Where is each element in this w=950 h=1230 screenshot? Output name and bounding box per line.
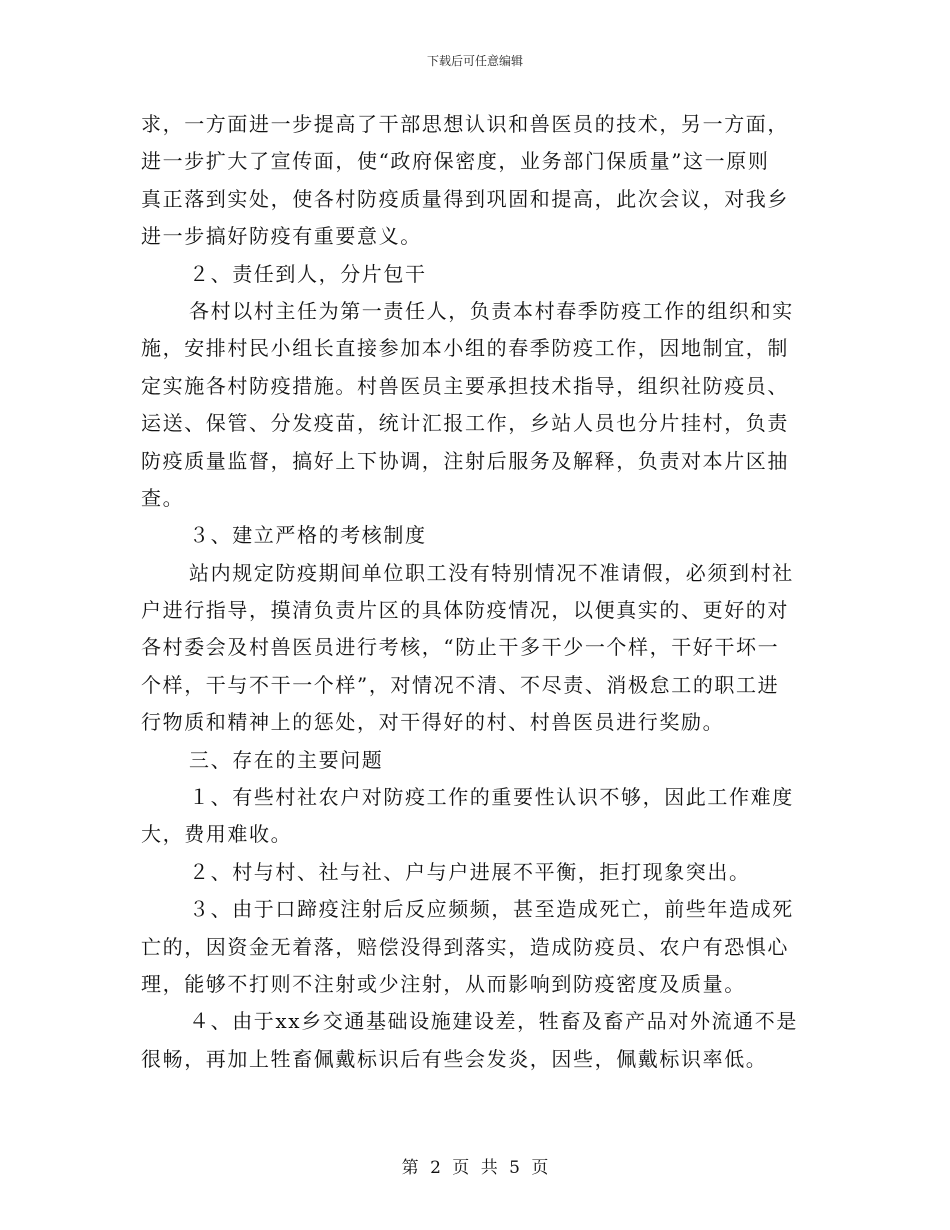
text-line: １、有些村社农户对防疫工作的重要性认识不够，因此工作难度 [189,785,794,810]
text-line: ３、由于口蹄疫注射后反应频频，甚至造成死亡，前些年造成死 [189,897,794,922]
text-line: 个样，干与不干一个样”，对情况不清、不尽责、消极怠工的职工进 [141,672,780,697]
text-line: 防疫质量监督，搞好上下协调，注射后服务及解释，负责对本片区抽 [141,448,789,473]
document-body [141,106,811,1078]
text-line: ４、由于xx乡交通基础设施建设差，牲畜及畜产品对外流通不是 [189,1009,798,1034]
text-line: 求，一方面进一步提高了干部思想认识和兽医员的技术，另一方面， [141,112,789,136]
text-line: 定实施各村防疫措施。村兽医员主要承担技术指导，组织社防疫员、 [141,373,789,398]
text-line: 大，费用难收。 [141,822,293,847]
text-line: ２、村与村、社与社、户与户进展不平衡，拒打现象突出。 [189,859,751,884]
text-line: 亡的，因资金无着落，赔偿没得到落实，造成防疫员、农户有恐惧心 [141,934,789,959]
text-line: 很畅，再加上牲畜佩戴标识后有些会发炎，因些，佩戴标识率低。 [141,1046,768,1071]
text-line: 各村以村主任为第一责任人，负责本村春季防疫工作的组织和实 [189,298,794,323]
text-line: 各村委会及村兽医员进行考核，“防止干多干少一个样，干好干坏一 [141,635,780,660]
text-line: ２、责任到人，分片包干 [189,261,427,286]
text-line: ３、建立严格的考核制度 [189,523,427,548]
text-line: 三、存在的主要问题 [189,747,384,772]
text-line: 进一步扩大了宣传面，使“政府保密度，业务部门保质量”这一原则 [141,149,770,174]
text-line: 运送、保管、分发疫苗，统计汇报工作，乡站人员也分片挂村，负责 [141,411,789,436]
text-line: 站内规定防疫期间单位职工没有特别情况不准请假，必须到村社 [189,560,794,585]
page-header: 下载后可任意编辑 [426,54,523,68]
text-line: 理，能够不打则不注射或少注射，从而影响到防疫密度及质量。 [141,971,746,996]
page-footer: 第 2 页 共 5 页 [401,1158,549,1178]
text-line: 查。 [141,485,185,510]
text-line: 施，安排村民小组长直接参加本小组的春季防疫工作，因地制宜，制 [141,336,789,361]
text-line: 户进行指导，摸清负责片区的具体防疫情况，以便真实的、更好的对 [141,598,789,623]
text-line: 真正落到实处，使各村防疫质量得到巩固和提高，此次会议，对我乡 [141,186,789,211]
text-line: 进一步搞好防疫有重要意义。 [141,224,422,249]
text-line: 行物质和精神上的惩处，对干得好的村、村兽医员进行奖励。 [141,710,725,735]
